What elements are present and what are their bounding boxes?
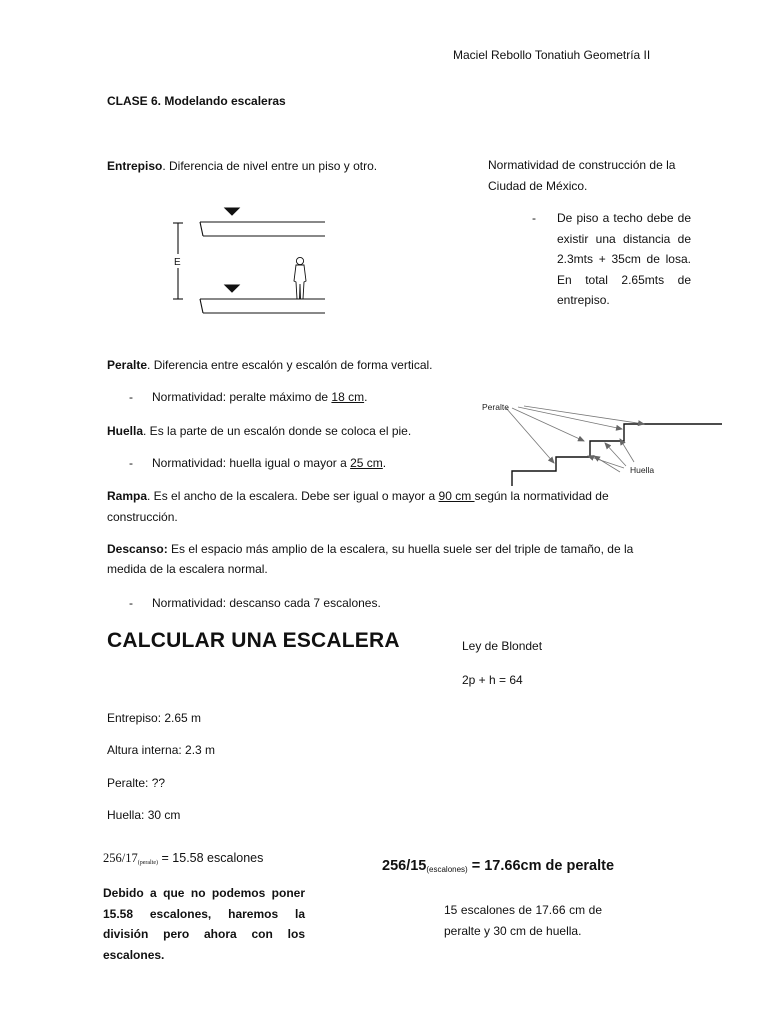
norma-title-line2: Ciudad de México. [488, 179, 588, 193]
descanso-text: Es el espacio más amplio de la escalera, su huella suele ser del triple de tamaño, de la [167, 542, 634, 556]
rampa-text-b: según la normatividad de [474, 489, 609, 503]
peralte-term: Peralte [107, 358, 148, 372]
level-marker-upper [225, 208, 239, 215]
rampa-line2: construcción. [107, 510, 178, 524]
class-title: CLASE 6. Modelando escaleras [107, 94, 286, 108]
descanso-norm: Normatividad: descanso cada 7 escalones. [152, 596, 381, 610]
descanso-line2: medida de la escalera normal. [107, 562, 268, 576]
entrepiso-definition [107, 158, 377, 174]
entrepiso-diagram [165, 203, 335, 318]
calc-altura: Altura interna: 2.3 m [107, 743, 216, 757]
rampa-definition [107, 488, 609, 504]
para-right: 15 escalones de 17.66 cm de peralte y 30 cm de huella. [444, 903, 602, 938]
calc2-main: 256/15 [382, 858, 427, 874]
para-left: Debido a que no podemos poner 15.58 escalones, haremos la división pero ahora con los escalones. [103, 886, 305, 962]
calc-peralte-division [103, 851, 263, 866]
person-figure [294, 257, 306, 299]
calc2-result: = 17.66cm de peralte [467, 858, 615, 874]
huella-term: Huella [107, 424, 144, 438]
rampa-text-a: . Es el ancho de la escalera. Debe ser igual o mayor a [147, 489, 439, 503]
blondet-formula: 2p + h = 64 [462, 673, 523, 687]
calc1-sub: (peralte) [137, 860, 159, 866]
huella-norm-value: 25 cm [350, 456, 383, 470]
peralte-norm-suffix: . [364, 390, 368, 404]
huella-norm-suffix: . [382, 456, 387, 470]
calc1-result: = 15.58 escalones [158, 851, 264, 865]
stair-diagram [476, 396, 732, 492]
norma-bullet-text: De piso a techo debe de existir una distancia de 2.3mts + 35cm de losa. En total 2.65mts de entrepiso. [557, 211, 691, 307]
descanso-term: Descanso: [107, 542, 168, 556]
calc1-main: 256/17 [103, 851, 138, 865]
calc-entrepiso: Entrepiso: 2.65 m [107, 711, 202, 725]
norma-title-line1: Normatividad de construcción de la [488, 158, 676, 172]
huella-norm-prefix: Normatividad: huella igual o mayor a [152, 456, 351, 470]
calc-peralte: Peralte: ?? [107, 776, 166, 790]
rampa-value: 90 cm [438, 489, 475, 503]
calc2-sub: (escalones) [426, 865, 468, 874]
huella-norm [152, 455, 386, 471]
rampa-term: Rampa [107, 489, 148, 503]
level-marker-lower [225, 285, 239, 292]
peralte-definition [107, 357, 433, 373]
stair-profile [512, 424, 722, 486]
entrepiso-text: . Diferencia de nivel entre un piso y otro. [162, 159, 378, 173]
descanso-definition [107, 541, 633, 557]
huella-norm-dash: - [129, 456, 133, 470]
huella-text: . Es la parte de un escalón donde se coloca el pie. [143, 424, 412, 438]
peralte-norm-value: 18 cm [331, 390, 365, 404]
peralte-text: . Diferencia entre escalón y escalón de forma vertical. [147, 358, 433, 372]
norma-bullet-dash: - [532, 211, 536, 225]
descanso-norm-dash: - [129, 596, 133, 610]
peralte-norm-dash: - [129, 390, 133, 404]
entrepiso-term: Entrepiso [107, 159, 163, 173]
diagram-label-e: E [174, 257, 181, 268]
stair-label-huella: Huella [630, 465, 655, 475]
huella-definition [107, 423, 411, 439]
calc-huella: Huella: 30 cm [107, 808, 181, 822]
calcular-title: CALCULAR UNA ESCALERA [107, 629, 400, 652]
peralte-norm [152, 389, 367, 405]
peralte-norm-prefix: Normatividad: peralte máximo de [152, 390, 332, 404]
stair-label-peralte: Peralte [482, 402, 509, 412]
calc-escalones-division [382, 858, 614, 874]
author-header: Maciel Rebollo Tonatiuh Geometría II [453, 48, 651, 62]
ley-blondet: Ley de Blondet [462, 639, 543, 653]
